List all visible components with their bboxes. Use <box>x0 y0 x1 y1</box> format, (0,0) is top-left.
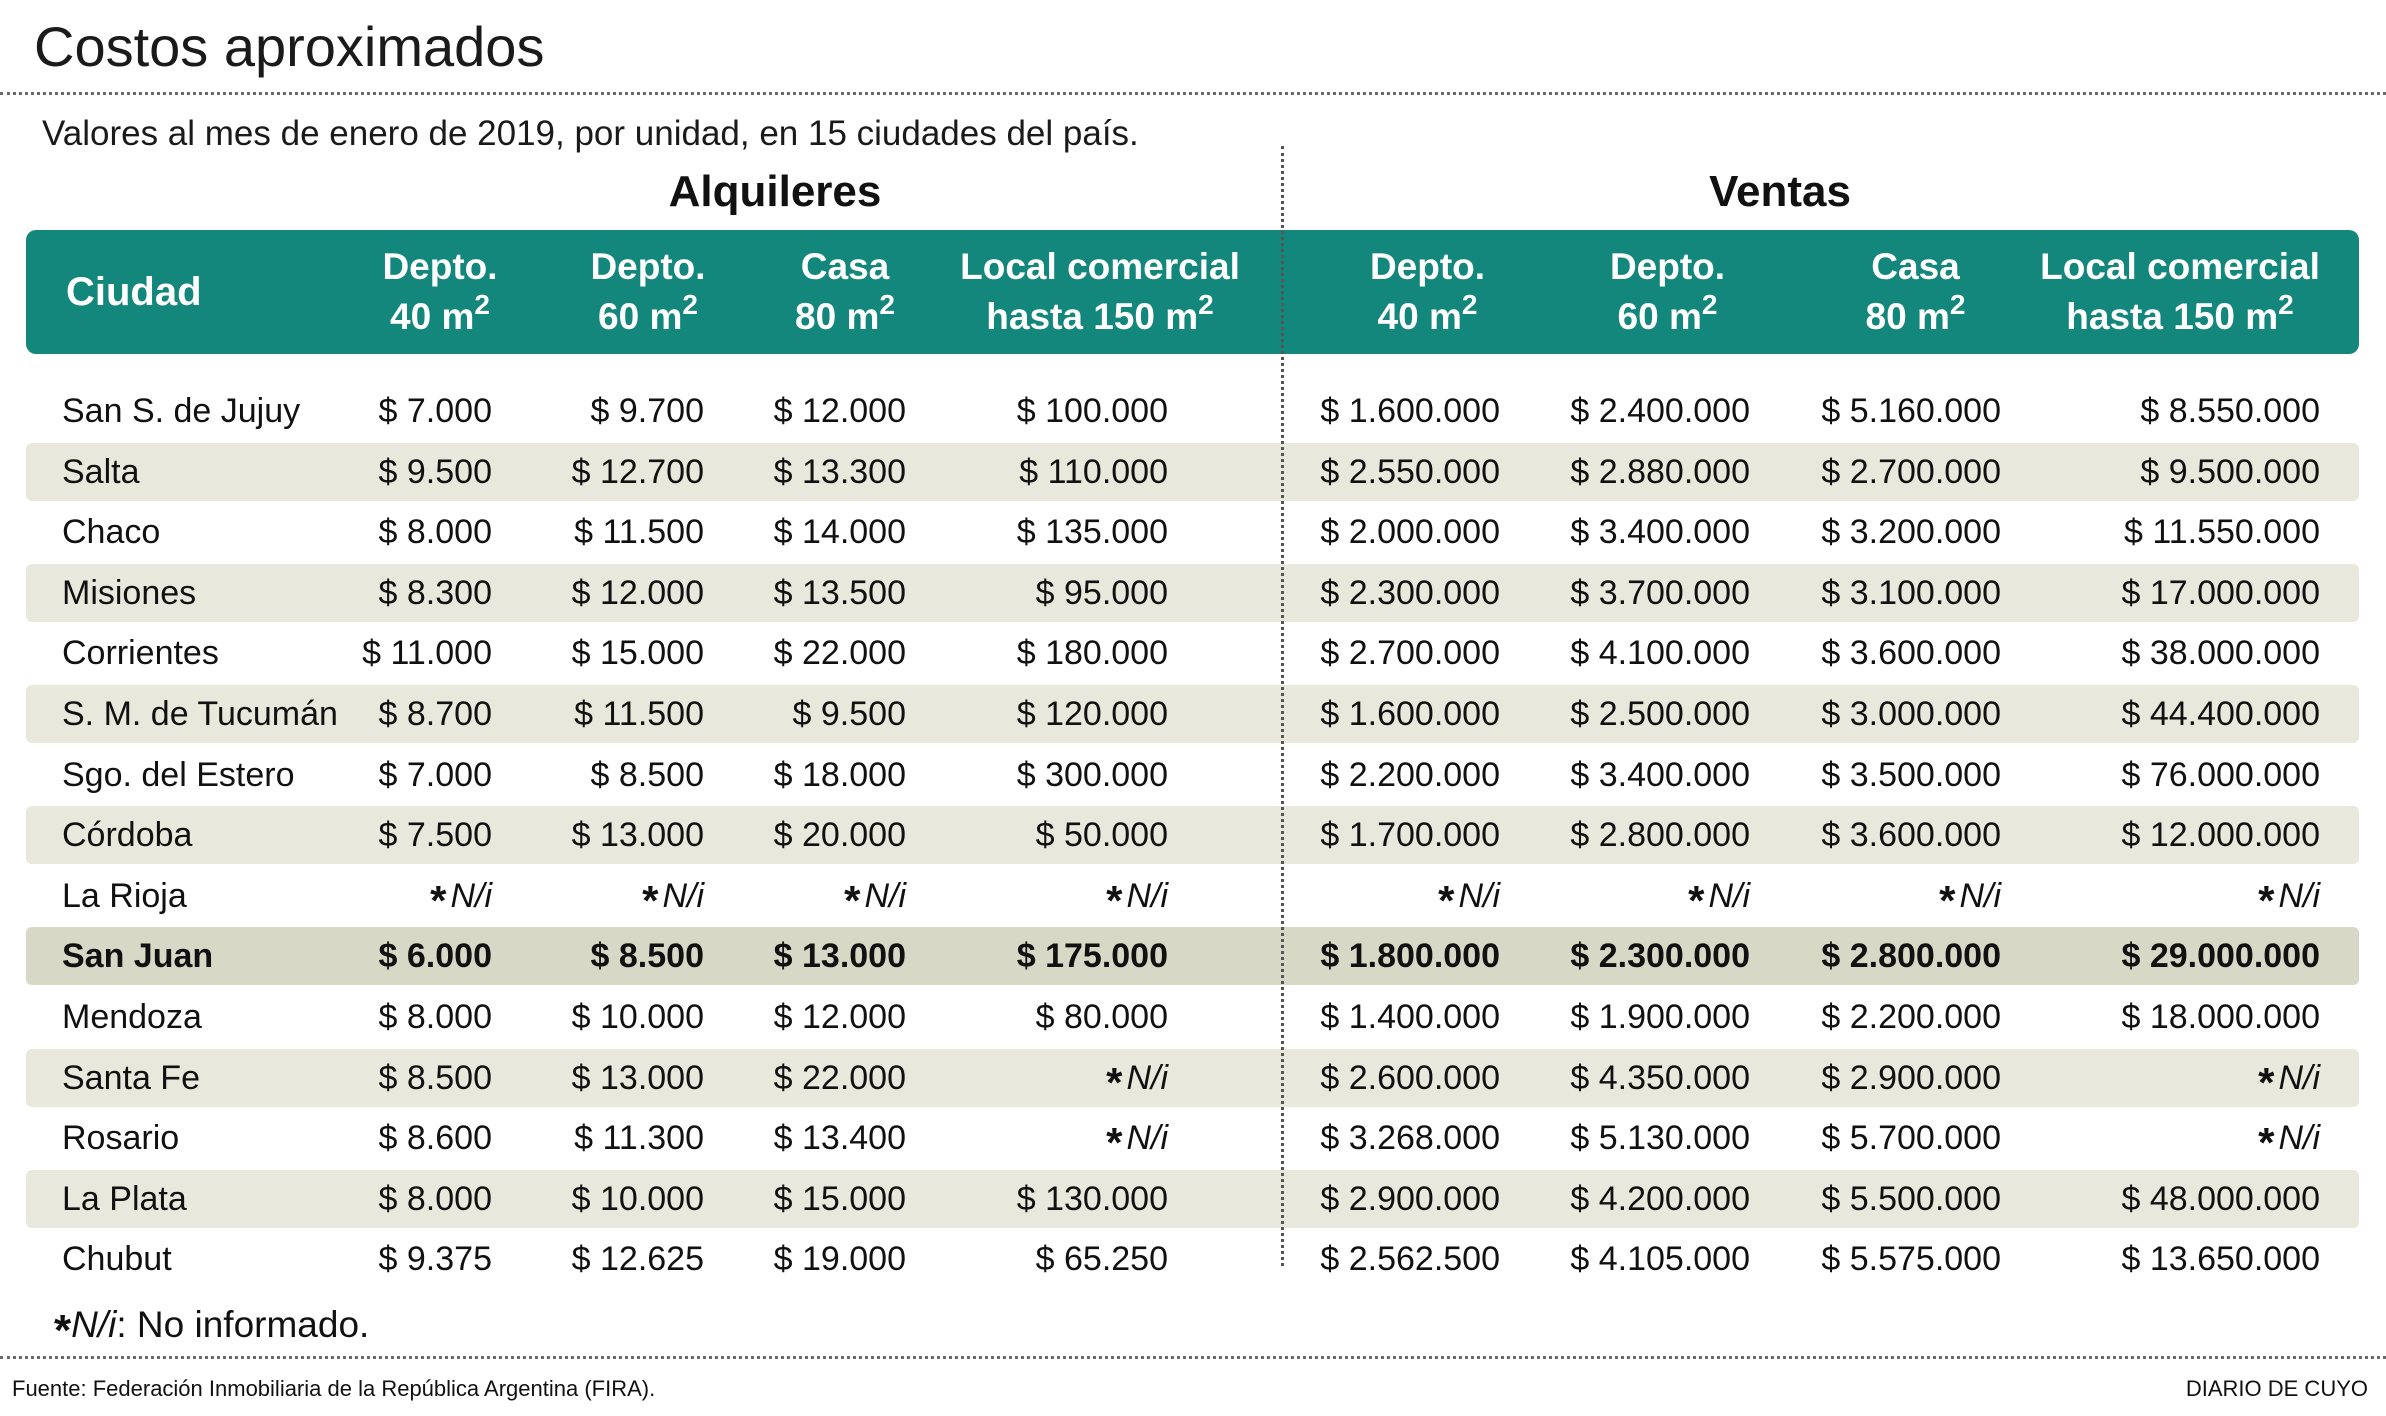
cell-value: $ 1.600.000 <box>1320 392 1500 430</box>
cell-city: Misiones <box>62 574 197 612</box>
cell-city: Corrientes <box>62 634 219 672</box>
cell-value: $ 300.000 <box>1016 756 1168 794</box>
cell-not-informed: * N/i <box>1688 877 1750 924</box>
cell-not-informed: * N/i <box>1106 877 1168 924</box>
bottom-divider <box>0 1356 2386 1359</box>
cell-value: $ 2.500.000 <box>1570 695 1750 733</box>
cell-value: $ 7.000 <box>378 392 492 430</box>
cell-value: $ 2.300.000 <box>1570 937 1750 975</box>
table-row <box>26 927 2359 985</box>
cell-value: $ 3.600.000 <box>1821 634 2001 672</box>
cell-value: $ 80.000 <box>1035 998 1168 1036</box>
cell-value: $ 2.200.000 <box>1320 756 1500 794</box>
cell-value: $ 50.000 <box>1035 816 1168 854</box>
header-alq-depto40: Depto. 40 $m^2$ <box>382 246 498 337</box>
cell-city: San S. de Jujuy <box>62 392 301 430</box>
cell-value: $ 8.500 <box>378 1059 492 1097</box>
cell-value: $ 3.268.000 <box>1320 1119 1500 1157</box>
table-row <box>26 1109 2359 1167</box>
cell-value: $ 2.400.000 <box>1570 392 1750 430</box>
table-row <box>26 564 2359 622</box>
table-row <box>26 867 2359 925</box>
cell-value: $ 100.000 <box>1016 392 1168 430</box>
cell-city: Mendoza <box>62 998 202 1036</box>
cell-value: $ 19.000 <box>773 1240 906 1278</box>
header-city: Ciudad <box>66 269 202 314</box>
cell-value: $ 2.200.000 <box>1821 998 2001 1036</box>
cell-value: $ 3.500.000 <box>1821 756 2001 794</box>
cell-value: $ 3.400.000 <box>1570 513 1750 551</box>
cell-value: $ 14.000 <box>773 513 906 551</box>
group-heading-ventas: Ventas <box>1709 167 1851 216</box>
cell-value: $ 2.900.000 <box>1320 1180 1500 1218</box>
table-row <box>26 624 2359 682</box>
cell-value: $ 10.000 <box>571 998 704 1036</box>
cell-value: $ 9.375 <box>378 1240 492 1278</box>
cell-value: $ 9.500.000 <box>2140 453 2320 491</box>
cell-value: $ 8.600 <box>378 1119 492 1157</box>
cell-value: $ 11.500 <box>574 695 704 733</box>
header-ven-depto60: Depto. 60 $m^2$ <box>1609 246 1726 337</box>
cell-value: $ 13.000 <box>571 816 704 854</box>
footnote: *N/i: No informado. <box>54 1304 370 1355</box>
header-alq-depto60: Depto. 60 $m^2$ <box>590 246 706 337</box>
cell-value: $ 2.900.000 <box>1821 1059 2001 1097</box>
cell-value: $ 44.400.000 <box>2121 695 2320 733</box>
cell-value: $ 17.000.000 <box>2121 574 2320 612</box>
cell-value: $ 4.200.000 <box>1570 1180 1750 1218</box>
table-row <box>26 806 2359 864</box>
cell-value: $ 13.000 <box>773 937 906 975</box>
table-row <box>26 746 2359 804</box>
cell-city: Rosario <box>62 1119 180 1157</box>
header-ven-depto40: Depto. 40 $m^2$ <box>1369 246 1486 337</box>
cell-value: $ 65.250 <box>1035 1240 1168 1278</box>
cell-city: S. M. de Tucumán <box>62 695 338 733</box>
cell-value: $ 12.625 <box>571 1240 704 1278</box>
cell-city: Santa Fe <box>62 1059 200 1097</box>
cell-value: $ 180.000 <box>1016 634 1168 672</box>
cell-not-informed: * N/i <box>1438 877 1500 924</box>
cell-value: $ 5.130.000 <box>1570 1119 1750 1157</box>
cell-value: $ 2.800.000 <box>1570 816 1750 854</box>
cell-value: $ 7.500 <box>378 816 492 854</box>
cell-value: $ 12.700 <box>571 453 704 491</box>
cell-value: $ 38.000.000 <box>2121 634 2320 672</box>
cell-value: $ 1.900.000 <box>1570 998 1750 1036</box>
cell-value: $ 13.650.000 <box>2121 1240 2320 1278</box>
cell-value: $ 110.000 <box>1019 453 1168 491</box>
cell-value: $ 3.200.000 <box>1821 513 2001 551</box>
cell-value: $ 12.000 <box>571 574 704 612</box>
cell-city: La Plata <box>62 1180 187 1218</box>
cell-value: $ 1.700.000 <box>1320 816 1500 854</box>
table-row <box>26 1230 2359 1288</box>
cell-value: $ 8.000 <box>378 998 492 1036</box>
cell-value: $ 15.000 <box>773 1180 906 1218</box>
cell-value: $ 8.300 <box>378 574 492 612</box>
cell-value: $ 7.000 <box>378 756 492 794</box>
table-row <box>26 1170 2359 1228</box>
cell-value: $ 13.300 <box>773 453 906 491</box>
cell-value: $ 18.000.000 <box>2121 998 2320 1036</box>
cell-value: $ 8.700 <box>378 695 492 733</box>
header-alq-casa80: Casa 80 $m^2$ <box>795 246 895 337</box>
cell-value: $ 11.300 <box>574 1119 704 1157</box>
cell-value: $ 12.000.000 <box>2121 816 2320 854</box>
cell-value: $ 1.600.000 <box>1320 695 1500 733</box>
cell-value: $ 48.000.000 <box>2121 1180 2320 1218</box>
cell-value: $ 8.000 <box>378 1180 492 1218</box>
cell-city: Sgo. del Estero <box>62 756 295 794</box>
cell-value: $ 9.500 <box>378 453 492 491</box>
subtitle: Valores al mes de enero de 2019, por unidad, en 15 ciudades del país. <box>42 114 1139 153</box>
column-group-divider <box>1281 146 1284 1266</box>
cell-value: $ 8.000 <box>378 513 492 551</box>
cell-value: $ 1.400.000 <box>1320 998 1500 1036</box>
top-divider <box>0 92 2386 95</box>
cell-value: $ 2.562.500 <box>1320 1240 1500 1278</box>
cell-value: $ 2.700.000 <box>1320 634 1500 672</box>
cell-not-informed: * N/i <box>1106 1059 1168 1106</box>
cell-not-informed: * N/i <box>844 877 906 924</box>
cell-city: Salta <box>62 453 140 491</box>
cell-value: $ 9.500 <box>792 695 906 733</box>
publisher-credit: DIARIO DE CUYO <box>2185 1376 2368 1401</box>
table-row <box>26 382 2359 440</box>
table-row <box>26 988 2359 1046</box>
cell-value: $ 3.400.000 <box>1570 756 1750 794</box>
cell-value: $ 3.100.000 <box>1821 574 2001 612</box>
cell-value: $ 15.000 <box>571 634 704 672</box>
cell-value: $ 5.160.000 <box>1821 392 2001 430</box>
cell-value: $ 18.000 <box>773 756 906 794</box>
page-title: Costos aproximados <box>34 15 545 78</box>
cell-not-informed: * N/i <box>642 877 704 924</box>
cell-value: $ 13.500 <box>773 574 906 612</box>
cell-value: $ 8.550.000 <box>2140 392 2320 430</box>
cell-value: $ 12.000 <box>773 392 906 430</box>
header-alq-local: Local comercial hasta 150 $m^2$ <box>960 246 1240 337</box>
cell-value: $ 13.000 <box>571 1059 704 1097</box>
cell-value: $ 11.000 <box>362 634 492 672</box>
cell-value: $ 5.700.000 <box>1821 1119 2001 1157</box>
cell-value: $ 8.500 <box>590 756 704 794</box>
cell-value: $ 76.000.000 <box>2121 756 2320 794</box>
cell-value: $ 2.880.000 <box>1570 453 1750 491</box>
cell-value: $ 2.700.000 <box>1821 453 2001 491</box>
cell-value: $ 2.800.000 <box>1821 937 2001 975</box>
cell-not-informed: * N/i <box>1939 877 2001 924</box>
table-row <box>26 443 2359 501</box>
cell-city: Chaco <box>62 513 161 551</box>
cell-value: $ 29.000.000 <box>2121 937 2320 975</box>
cell-city: Chubut <box>62 1240 172 1278</box>
cell-value: $ 5.575.000 <box>1821 1240 2001 1278</box>
table-row <box>26 685 2359 743</box>
cell-value: $ 2.550.000 <box>1320 453 1500 491</box>
cell-value: $ 3.600.000 <box>1821 816 2001 854</box>
header-ven-casa80: Casa 80 $m^2$ <box>1865 246 1966 337</box>
cell-value: $ 6.000 <box>378 937 492 975</box>
table-row <box>26 1049 2359 1107</box>
cell-not-informed: * N/i <box>430 877 492 924</box>
cell-value: $ 13.400 <box>773 1119 906 1157</box>
cell-value: $ 4.350.000 <box>1570 1059 1750 1097</box>
cell-not-informed: * N/i <box>2258 1059 2320 1106</box>
cell-value: $ 4.105.000 <box>1570 1240 1750 1278</box>
cell-value: $ 20.000 <box>773 816 906 854</box>
cell-city: La Rioja <box>62 877 187 915</box>
cell-value: $ 10.000 <box>571 1180 704 1218</box>
source-note: Fuente: Federación Inmobiliaria de la República Argentina (FIRA). <box>12 1376 656 1401</box>
cell-value: $ 8.500 <box>590 937 704 975</box>
cell-city: San Juan <box>62 937 214 975</box>
cell-value: $ 2.600.000 <box>1320 1059 1500 1097</box>
cell-city: Córdoba <box>62 816 193 854</box>
table-row <box>26 503 2359 561</box>
cell-value: $ 5.500.000 <box>1821 1180 2001 1218</box>
cell-value: $ 22.000 <box>773 634 906 672</box>
cell-value: $ 12.000 <box>773 998 906 1036</box>
cell-value: $ 175.000 <box>1016 937 1168 975</box>
cell-value: $ 2.000.000 <box>1320 513 1500 551</box>
group-heading-alquileres: Alquileres <box>668 167 882 216</box>
cell-value: $ 2.300.000 <box>1320 574 1500 612</box>
cell-value: $ 11.500 <box>574 513 704 551</box>
cell-value: $ 130.000 <box>1016 1180 1168 1218</box>
cell-not-informed: * N/i <box>2258 1119 2320 1166</box>
cell-value: $ 120.000 <box>1016 695 1168 733</box>
header-ven-local: Local comercial hasta 150 $m^2$ <box>2040 246 2320 337</box>
cell-value: $ 135.000 <box>1016 513 1168 551</box>
cell-not-informed: * N/i <box>2258 877 2320 924</box>
cell-value: $ 9.700 <box>590 392 704 430</box>
cell-value: $ 3.700.000 <box>1570 574 1750 612</box>
cell-value: $ 11.550.000 <box>2124 513 2320 551</box>
cell-value: $ 1.800.000 <box>1320 937 1500 975</box>
cell-value: $ 95.000 <box>1035 574 1168 612</box>
cell-not-informed: * N/i <box>1106 1119 1168 1166</box>
cell-value: $ 3.000.000 <box>1821 695 2001 733</box>
cell-value: $ 4.100.000 <box>1570 634 1750 672</box>
cell-value: $ 22.000 <box>773 1059 906 1097</box>
